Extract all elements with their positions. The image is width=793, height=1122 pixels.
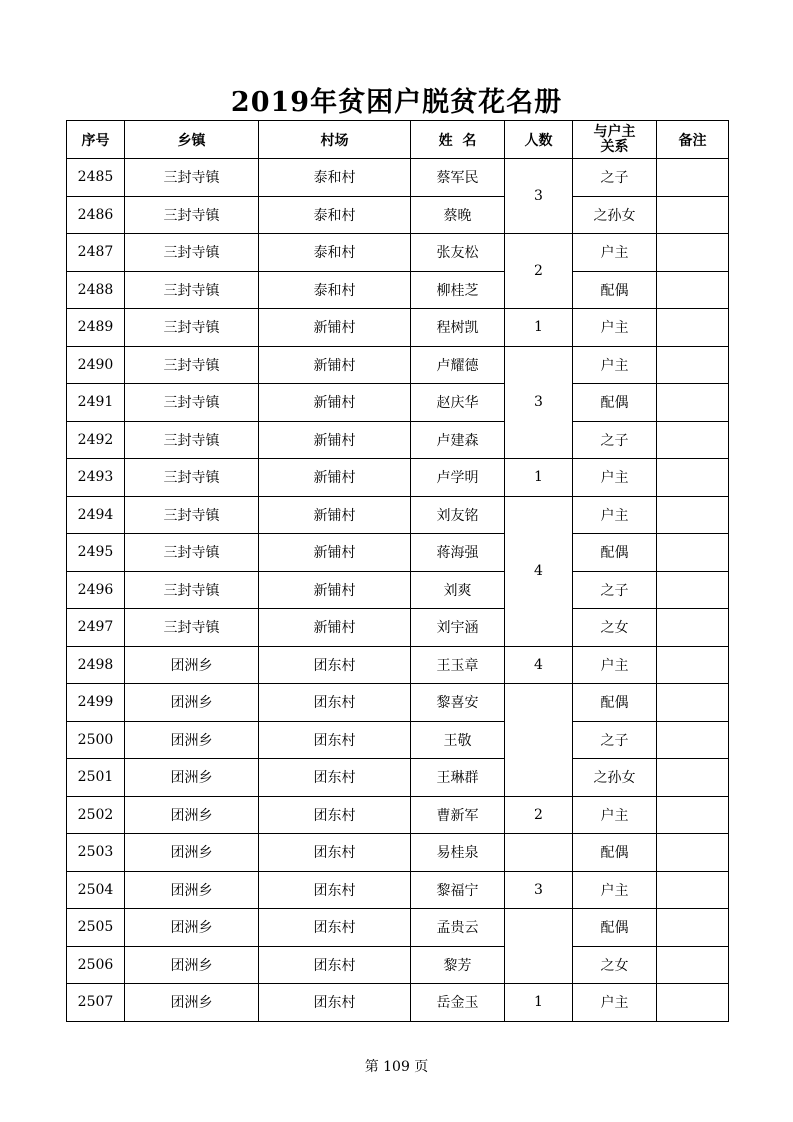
cell-town: 三封寺镇 xyxy=(125,534,259,572)
cell-name: 王玉章 xyxy=(411,646,505,684)
table-row xyxy=(67,834,729,872)
cell-seq: 2505 xyxy=(67,909,125,947)
cell-village: 新铺村 xyxy=(259,609,411,647)
col-header-count: 人数 xyxy=(505,121,573,159)
cell-household-count: 3 xyxy=(505,159,573,234)
cell-household-count: 1 xyxy=(505,309,573,347)
cell-town: 三封寺镇 xyxy=(125,459,259,497)
cell-relation: 户主 xyxy=(573,871,657,909)
cell-name: 蔡晚 xyxy=(411,196,505,234)
cell-town: 团洲乡 xyxy=(125,946,259,984)
cell-name: 程树凯 xyxy=(411,309,505,347)
cell-relation: 户主 xyxy=(573,309,657,347)
cell-name: 刘爽 xyxy=(411,571,505,609)
cell-town: 三封寺镇 xyxy=(125,309,259,347)
cell-town: 三封寺镇 xyxy=(125,159,259,197)
cell-seq: 2488 xyxy=(67,271,125,309)
cell-village: 新铺村 xyxy=(259,496,411,534)
cell-seq: 2485 xyxy=(67,159,125,197)
cell-household-count: 1 xyxy=(505,459,573,497)
table-row xyxy=(67,496,729,534)
cell-town: 三封寺镇 xyxy=(125,421,259,459)
cell-village: 团东村 xyxy=(259,946,411,984)
cell-seq: 2503 xyxy=(67,834,125,872)
cell-note xyxy=(657,159,729,197)
table-row xyxy=(67,871,729,909)
cell-town: 团洲乡 xyxy=(125,871,259,909)
cell-name: 蒋海强 xyxy=(411,534,505,572)
cell-village: 团东村 xyxy=(259,871,411,909)
cell-village: 新铺村 xyxy=(259,571,411,609)
cell-note xyxy=(657,946,729,984)
cell-town: 团洲乡 xyxy=(125,721,259,759)
cell-relation: 之子 xyxy=(573,571,657,609)
table-row xyxy=(67,796,729,834)
cell-village: 新铺村 xyxy=(259,421,411,459)
table-row xyxy=(67,421,729,459)
cell-relation: 户主 xyxy=(573,459,657,497)
cell-town: 三封寺镇 xyxy=(125,234,259,272)
cell-name: 蔡军民 xyxy=(411,159,505,197)
cell-name: 卢建森 xyxy=(411,421,505,459)
cell-relation: 配偶 xyxy=(573,834,657,872)
cell-relation: 户主 xyxy=(573,984,657,1022)
cell-town: 团洲乡 xyxy=(125,984,259,1022)
cell-note xyxy=(657,346,729,384)
cell-note xyxy=(657,984,729,1022)
roster-table xyxy=(66,120,729,1022)
cell-household-count: 3 xyxy=(505,871,573,909)
cell-name: 易桂泉 xyxy=(411,834,505,872)
cell-town: 三封寺镇 xyxy=(125,571,259,609)
cell-name: 张友松 xyxy=(411,234,505,272)
table-row xyxy=(67,721,729,759)
cell-town: 三封寺镇 xyxy=(125,496,259,534)
cell-village: 新铺村 xyxy=(259,309,411,347)
cell-village: 团东村 xyxy=(259,984,411,1022)
table-row xyxy=(67,459,729,497)
cell-village: 团东村 xyxy=(259,909,411,947)
table-row xyxy=(67,271,729,309)
cell-town: 三封寺镇 xyxy=(125,196,259,234)
cell-note xyxy=(657,796,729,834)
cell-town: 团洲乡 xyxy=(125,796,259,834)
cell-relation: 户主 xyxy=(573,346,657,384)
cell-note xyxy=(657,421,729,459)
cell-town: 团洲乡 xyxy=(125,834,259,872)
cell-village: 团东村 xyxy=(259,834,411,872)
col-header-village: 村场 xyxy=(259,121,411,159)
cell-seq: 2489 xyxy=(67,309,125,347)
cell-relation: 户主 xyxy=(573,796,657,834)
cell-name: 刘友铭 xyxy=(411,496,505,534)
cell-note xyxy=(657,534,729,572)
cell-seq: 2504 xyxy=(67,871,125,909)
cell-relation: 配偶 xyxy=(573,534,657,572)
cell-relation: 之女 xyxy=(573,946,657,984)
table-row xyxy=(67,159,729,197)
cell-village: 泰和村 xyxy=(259,271,411,309)
cell-note xyxy=(657,871,729,909)
cell-seq: 2497 xyxy=(67,609,125,647)
cell-name: 王敬 xyxy=(411,721,505,759)
cell-village: 新铺村 xyxy=(259,384,411,422)
table-row xyxy=(67,384,729,422)
cell-seq: 2490 xyxy=(67,346,125,384)
cell-note xyxy=(657,759,729,797)
cell-seq: 2498 xyxy=(67,646,125,684)
cell-town: 团洲乡 xyxy=(125,909,259,947)
cell-relation: 之孙女 xyxy=(573,196,657,234)
cell-relation: 之孙女 xyxy=(573,759,657,797)
col-header-relation-line2: 关系 xyxy=(600,138,629,155)
cell-seq: 2491 xyxy=(67,384,125,422)
cell-village: 泰和村 xyxy=(259,196,411,234)
cell-seq: 2507 xyxy=(67,984,125,1022)
page-number: 第 109 页 xyxy=(364,1059,429,1075)
cell-household-count: 4 xyxy=(505,496,573,646)
header-row xyxy=(67,121,729,159)
cell-relation: 之女 xyxy=(573,609,657,647)
cell-relation: 之子 xyxy=(573,159,657,197)
col-header-relation-line1: 与户主 xyxy=(593,123,636,140)
cell-name: 黎喜安 xyxy=(411,684,505,722)
cell-village: 团东村 xyxy=(259,684,411,722)
cell-household-count: 2 xyxy=(505,234,573,309)
cell-note xyxy=(657,909,729,947)
table-row xyxy=(67,196,729,234)
cell-village: 团东村 xyxy=(259,796,411,834)
table-row xyxy=(67,984,729,1022)
cell-household-count xyxy=(505,684,573,797)
table-row xyxy=(67,609,729,647)
cell-name: 曹新军 xyxy=(411,796,505,834)
roster-body xyxy=(67,159,729,1022)
table-row xyxy=(67,946,729,984)
cell-note xyxy=(657,384,729,422)
cell-village: 泰和村 xyxy=(259,159,411,197)
cell-seq: 2501 xyxy=(67,759,125,797)
cell-household-count xyxy=(505,909,573,984)
cell-note xyxy=(657,609,729,647)
table-row xyxy=(67,684,729,722)
page-title: 2019年贫困户脱贫花名册 xyxy=(230,87,563,118)
cell-seq: 2492 xyxy=(67,421,125,459)
cell-relation: 配偶 xyxy=(573,271,657,309)
cell-household-count: 3 xyxy=(505,346,573,459)
cell-note xyxy=(657,684,729,722)
cell-name: 卢学明 xyxy=(411,459,505,497)
cell-name: 王琳群 xyxy=(411,759,505,797)
cell-note xyxy=(657,309,729,347)
cell-relation: 户主 xyxy=(573,646,657,684)
cell-seq: 2487 xyxy=(67,234,125,272)
cell-town: 团洲乡 xyxy=(125,684,259,722)
cell-relation: 户主 xyxy=(573,496,657,534)
cell-village: 泰和村 xyxy=(259,234,411,272)
cell-seq: 2486 xyxy=(67,196,125,234)
cell-relation: 户主 xyxy=(573,234,657,272)
cell-note xyxy=(657,571,729,609)
cell-town: 团洲乡 xyxy=(125,646,259,684)
col-header-relation xyxy=(573,121,657,159)
cell-relation: 之子 xyxy=(573,421,657,459)
cell-village: 团东村 xyxy=(259,646,411,684)
cell-seq: 2493 xyxy=(67,459,125,497)
cell-note xyxy=(657,646,729,684)
cell-relation: 配偶 xyxy=(573,684,657,722)
cell-seq: 2506 xyxy=(67,946,125,984)
table-row xyxy=(67,346,729,384)
cell-relation: 配偶 xyxy=(573,384,657,422)
cell-seq: 2496 xyxy=(67,571,125,609)
cell-name: 黎芳 xyxy=(411,946,505,984)
col-header-note: 备注 xyxy=(657,121,729,159)
table-row xyxy=(67,571,729,609)
table-row xyxy=(67,309,729,347)
cell-seq: 2502 xyxy=(67,796,125,834)
cell-town: 团洲乡 xyxy=(125,759,259,797)
cell-seq: 2500 xyxy=(67,721,125,759)
cell-name: 柳桂芝 xyxy=(411,271,505,309)
table-row xyxy=(67,534,729,572)
cell-town: 三封寺镇 xyxy=(125,346,259,384)
cell-note xyxy=(657,271,729,309)
cell-note xyxy=(657,196,729,234)
cell-note xyxy=(657,234,729,272)
cell-seq: 2499 xyxy=(67,684,125,722)
table-row xyxy=(67,759,729,797)
col-header-seq: 序号 xyxy=(67,121,125,159)
cell-village: 新铺村 xyxy=(259,346,411,384)
cell-name: 黎福宁 xyxy=(411,871,505,909)
cell-town: 三封寺镇 xyxy=(125,384,259,422)
cell-note xyxy=(657,834,729,872)
cell-town: 三封寺镇 xyxy=(125,609,259,647)
cell-household-count: 4 xyxy=(505,646,573,684)
col-header-name: 姓 名 xyxy=(411,121,505,159)
cell-household-count: 2 xyxy=(505,796,573,834)
cell-note xyxy=(657,496,729,534)
cell-town: 三封寺镇 xyxy=(125,271,259,309)
cell-relation: 之子 xyxy=(573,721,657,759)
cell-note xyxy=(657,459,729,497)
cell-name: 岳金玉 xyxy=(411,984,505,1022)
cell-village: 新铺村 xyxy=(259,459,411,497)
table-row xyxy=(67,909,729,947)
table-row xyxy=(67,646,729,684)
cell-note xyxy=(657,721,729,759)
cell-household-count: 1 xyxy=(505,984,573,1022)
cell-name: 卢耀德 xyxy=(411,346,505,384)
cell-village: 新铺村 xyxy=(259,534,411,572)
cell-village: 团东村 xyxy=(259,759,411,797)
col-header-town: 乡镇 xyxy=(125,121,259,159)
cell-name: 孟贵云 xyxy=(411,909,505,947)
cell-village: 团东村 xyxy=(259,721,411,759)
cell-household-count xyxy=(505,834,573,872)
cell-name: 赵庆华 xyxy=(411,384,505,422)
cell-seq: 2495 xyxy=(67,534,125,572)
cell-relation: 配偶 xyxy=(573,909,657,947)
cell-seq: 2494 xyxy=(67,496,125,534)
table-row xyxy=(67,234,729,272)
cell-name: 刘宇涵 xyxy=(411,609,505,647)
